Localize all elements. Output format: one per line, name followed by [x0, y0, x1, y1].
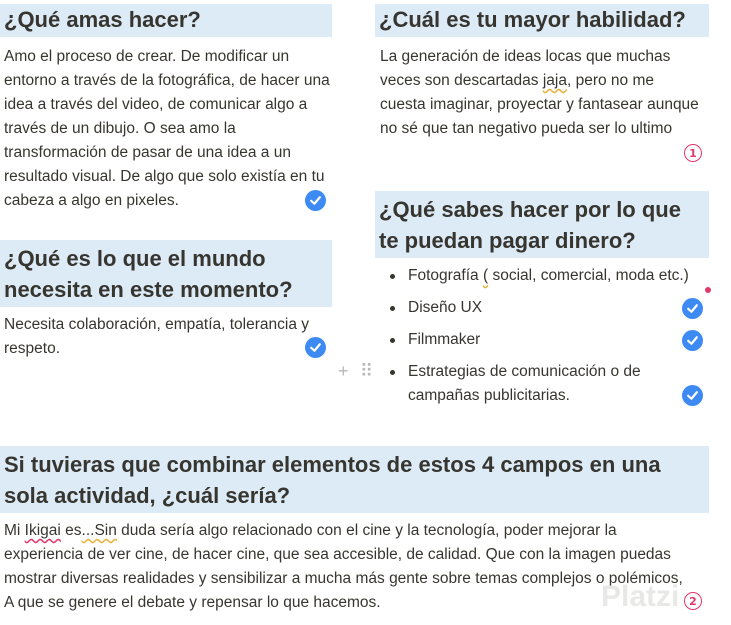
check-icon[interactable]: [305, 190, 326, 211]
heading-pagar-dinero: ¿Qué sabes hacer por lo que te puedan pagar dinero?: [375, 191, 709, 258]
check-icon[interactable]: [682, 330, 703, 351]
check-icon[interactable]: [682, 385, 703, 406]
heading-combinar-campos: Si tuvieras que combinar elementos de estos 4 campos en una sola actividad, ¿cuál sería?: [0, 446, 709, 513]
heading-que-amas-hacer: ¿Qué amas hacer?: [0, 4, 332, 37]
heading-que-necesita-el-mundo: ¿Qué es lo que el mundo necesita en este momento?: [0, 240, 332, 307]
skills-list: [384, 264, 714, 408]
drag-handle-icon[interactable]: ⠿: [360, 361, 374, 381]
unsaved-dot-icon: [705, 287, 711, 293]
answer-mayor-habilidad: La generación de ideas locas que muchas veces son descartadas jaja, pero no me cuesta imaginar, proyectar y fantasear aunque no sé que tan negativo pueda ser lo ultimo: [380, 48, 699, 137]
list-item: Diseño UX: [384, 296, 714, 328]
add-block-icon[interactable]: +: [338, 361, 349, 381]
platzi-watermark: Platzi: [601, 580, 680, 613]
spellcheck-flag[interactable]: Ikigai: [24, 522, 61, 539]
list-item: Filmmaker: [384, 328, 714, 360]
answer-que-amas-hacer: Amo el proceso de crear. De modificar un entorno a través de la fotográfica, de hacer una idea a través del video, de comunicar algo a través de un dibujo. O sea amo la transformación de pasar de una idea a un resultado visual. De algo que solo existía en tu cabeza a algo en pixeles.: [4, 48, 330, 209]
check-icon[interactable]: [682, 298, 703, 319]
list-item: Fotografía ( social, comercial, moda etc.): [384, 264, 714, 296]
comment-badge-2[interactable]: 2: [684, 592, 702, 610]
answer-que-necesita-el-mundo: Necesita colaboración, empatía, tolerancia y respeto.: [4, 316, 309, 357]
answer-combinar-campos: Mi Ikigai es...Sin duda sería algo relacionado con el cine y la tecnología, poder mejorar la experiencia de ver cine, de hacer cine, que sea accesible, de calidad. Que con la imagen puedas mostrar diversas realidades y sensibilizar a mucha más gente sobre temas complejos o polémicos, A que se genere el debate y repensar lo que hacemos.: [4, 522, 683, 611]
heading-mayor-habilidad: ¿Cuál es tu mayor habilidad?: [375, 4, 709, 37]
check-icon[interactable]: [305, 337, 326, 358]
comment-badge-1[interactable]: 1: [684, 144, 702, 162]
list-item: Estrategias de comunicación o de campañas publicitarias.: [384, 360, 678, 408]
spellcheck-flag[interactable]: (: [482, 267, 489, 284]
spellcheck-flag[interactable]: ...Sin: [81, 522, 117, 539]
spellcheck-flag[interactable]: jaja: [542, 72, 567, 89]
